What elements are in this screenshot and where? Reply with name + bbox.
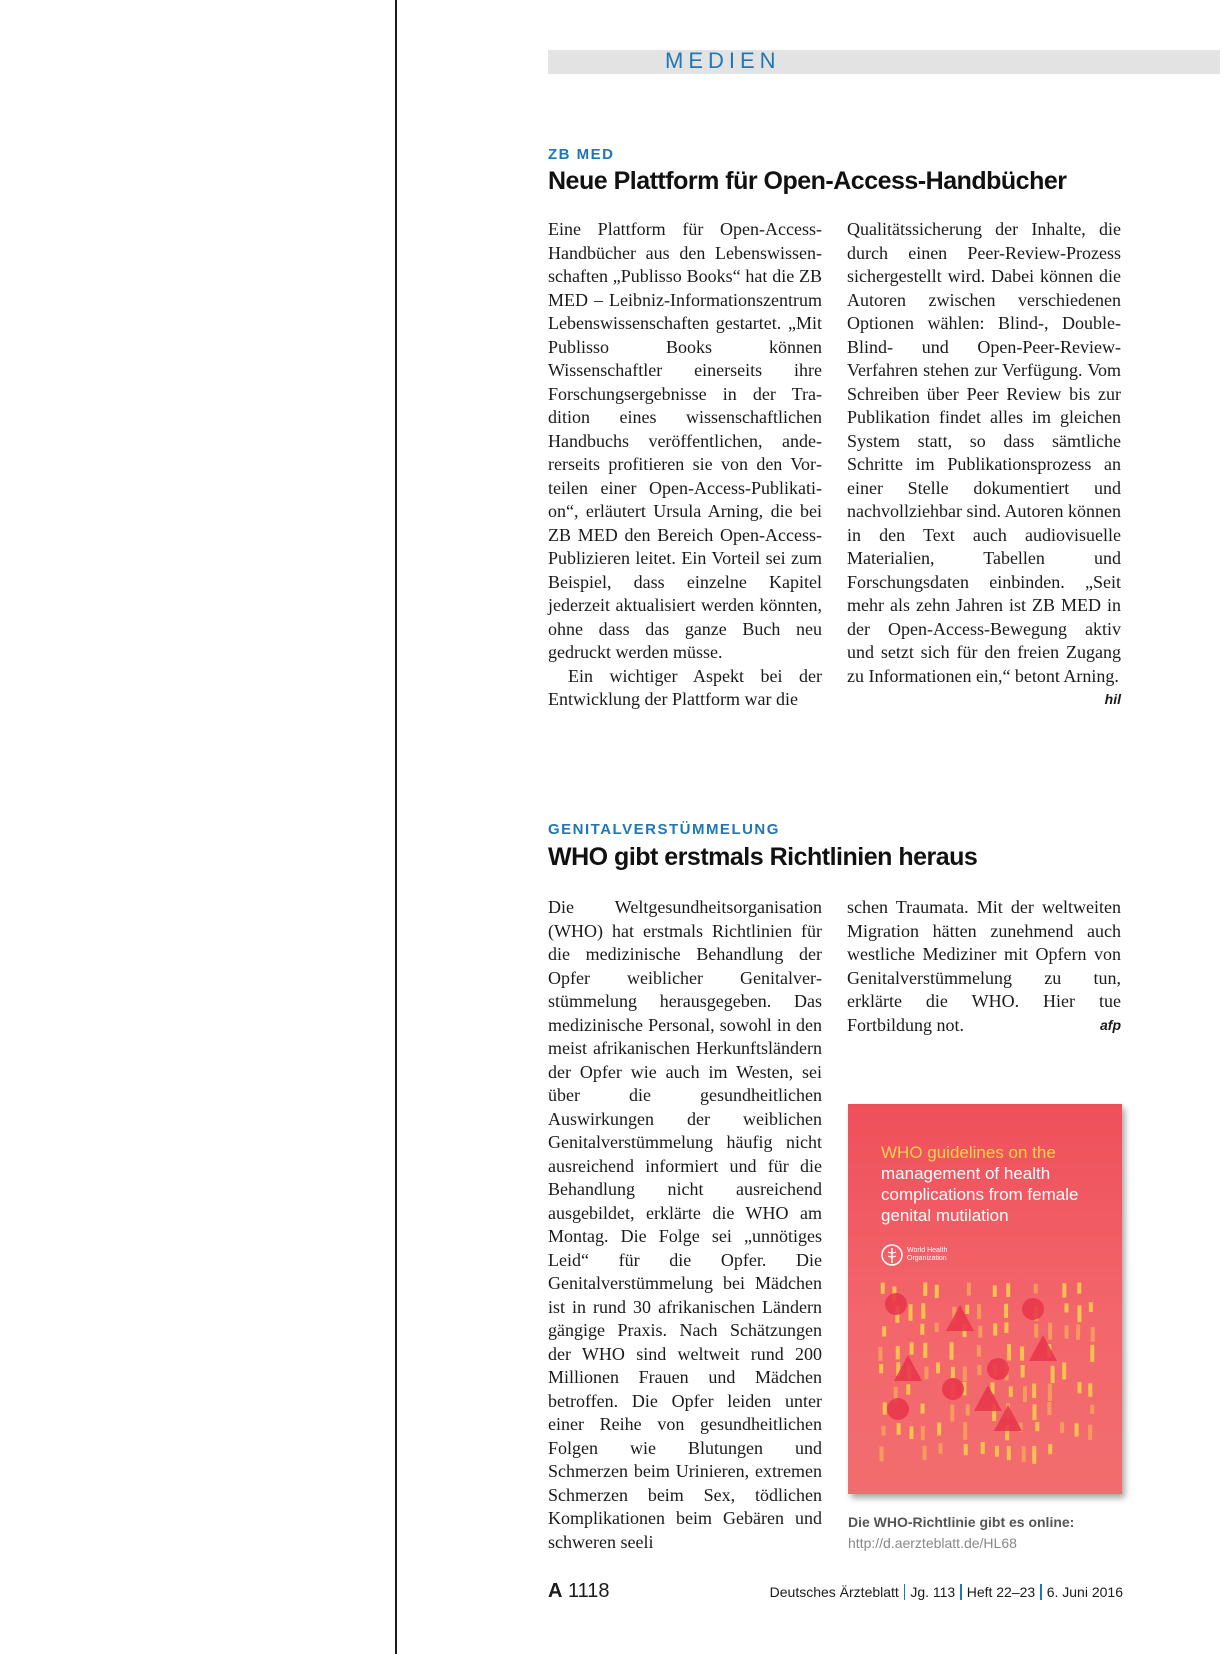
- pattern-bar: [1077, 1305, 1081, 1322]
- pattern-figure: [885, 1293, 907, 1315]
- pattern-bar: [906, 1384, 910, 1394]
- pattern-bar: [923, 1446, 927, 1460]
- pattern-bar: [950, 1405, 954, 1422]
- pattern-bar: [963, 1367, 967, 1382]
- cover-title-rest: management of health complications from female genital mutilation: [881, 1164, 1079, 1225]
- pattern-bar: [1048, 1383, 1052, 1401]
- footer-separator: [904, 1584, 906, 1600]
- pattern-bar: [1064, 1303, 1068, 1312]
- pattern-bar: [921, 1404, 925, 1414]
- page-number-value: 1118: [568, 1580, 610, 1602]
- article2-column-2: [847, 896, 1121, 1037]
- pattern-bar: [993, 1323, 997, 1335]
- pattern-bar: [937, 1422, 941, 1435]
- pattern-bar: [964, 1444, 968, 1455]
- pattern-bar: [923, 1343, 927, 1358]
- pattern-bar: [920, 1324, 924, 1335]
- pattern-bar: [1047, 1402, 1051, 1415]
- pattern-bar: [1091, 1327, 1095, 1342]
- pattern-bar: [1007, 1446, 1011, 1460]
- caption-link[interactable]: http://d.aerzteblatt.de/HL68: [848, 1535, 1017, 1551]
- pattern-figure: [987, 1358, 1009, 1380]
- article2-headline: WHO gibt erstmals Richtlinien heraus: [548, 843, 978, 871]
- pattern-bar: [977, 1304, 981, 1319]
- article1-column-1: [548, 218, 822, 712]
- who-logo-text: World Health Organization: [907, 1247, 948, 1262]
- section-bar: [548, 50, 1220, 74]
- pattern-figure: [1029, 1335, 1057, 1361]
- pattern-bar: [981, 1442, 985, 1454]
- footer-separator: [1040, 1584, 1042, 1600]
- pattern-bar: [966, 1404, 970, 1415]
- pattern-figure: [942, 1378, 964, 1400]
- pattern-bar: [921, 1426, 925, 1440]
- journal-volume: Jg. 113: [910, 1584, 956, 1600]
- page-prefix: A: [548, 1580, 563, 1602]
- pattern-bar: [1076, 1324, 1080, 1339]
- article1-paragraph-1: Eine Plattform für Open-Access-Handbücher aus den Lebenswissenschaften „Publisso Books“ hat die ZB MED – Leibniz-Informationszentrum Lebenswissenschaften gestartet. „Mit Publisso Books können Wissenschaftler einerseits ihre Forschungsergebnisse in der Tradition eines wissenschaftlichen Handbuchs veröffentlichen, andererseits profitieren sie von den Vorteilen einer Open-Access-Publikation“, erläutert Ursula Arning, die bei ZB MED den Bereich Open-Access-Publizieren leitet. Ein Vorteil sei zum Beispiel, dass einzelne Kapitel jederzeit aktualisiert werden könnten, ohne dass das ganze Buch neu gedruckt werden müsse.: [548, 219, 822, 662]
- pattern-bar: [1004, 1322, 1008, 1333]
- pattern-bar: [910, 1342, 914, 1354]
- journal-name: Deutsches Ärzteblatt: [769, 1584, 899, 1600]
- page-footer: [548, 1580, 1123, 1606]
- pattern-bar: [967, 1283, 971, 1296]
- article2-paragraph-1: Die Weltgesundheitsorganisation (WHO) hat erstmals Richtlinien für die medizinische Behandlung der Opfer weiblicher Genitalverstümmelung herausgegeben. Das medizinische Personal, sowohl in den meist afrikanischen Herkunftsländern der Opfer wie auch im Westen, sei über die gesundheitlichen Auswirkungen der weiblichen Genitalverstümmelung häufig nicht ausreichend informiert und für die Behandlung nicht ausreichend ausgebildet, erklärte die WHO am Montag. Die Folge sei „unnötiges Leid“ für die Opfer. Die Genitalverstümmelung bei Mädchen ist in rund 30 afrikanischen Ländern gängige Praxis. Nach Schätzungen der WHO sind weltweit rund 200 Millionen Frauen und Mädchen betroffen. Die Opfer leiden unter einer Reihe von gesundheitlichen Folgen wie Blutungen und Schmerzen beim Urinieren, extremen Schmerzen beim Sex, tödlichen Komplikationen beim Gebären und schweren seeli: [548, 897, 822, 1552]
- pattern-bar: [1021, 1365, 1025, 1377]
- pattern-bar: [921, 1303, 925, 1319]
- footer-separator: [960, 1584, 962, 1600]
- pattern-bar: [880, 1446, 884, 1461]
- pattern-bar: [1034, 1284, 1038, 1294]
- pattern-bar: [1051, 1366, 1055, 1383]
- pattern-bar: [1033, 1404, 1037, 1420]
- article2-signature: afp: [1100, 1016, 1121, 1033]
- pattern-bar: [896, 1346, 900, 1360]
- margin-rule: [395, 0, 397, 1654]
- who-logo: [881, 1244, 957, 1266]
- pattern-bar: [1088, 1425, 1092, 1440]
- article2-column-2-text: schen Traumata. Mit der weltweiten Migration hätten zunehmend auch westliche Mediziner mit Opfern von Genitalverstümmelung zu tun, erklärte die WHO. Hier tue Fortbildung not.: [847, 897, 1121, 1035]
- article1-kicker: ZB MED: [548, 146, 615, 163]
- pattern-bar: [1062, 1362, 1066, 1379]
- pattern-bar: [951, 1367, 955, 1378]
- pattern-bar: [993, 1285, 997, 1297]
- pattern-figure: [887, 1398, 909, 1420]
- cover-title: [881, 1142, 1111, 1226]
- section-label: MEDIEN: [665, 48, 781, 73]
- pattern-bar: [924, 1367, 928, 1379]
- journal-info: [770, 1584, 1123, 1600]
- journal-date: 6. Juni 2016: [1046, 1584, 1123, 1600]
- pattern-bar: [977, 1365, 981, 1375]
- pattern-bar: [1090, 1345, 1094, 1362]
- article1-headline: Neue Plattform für Open-Access-Handbücher: [548, 167, 1067, 195]
- article1-signature: hil: [1104, 691, 1121, 707]
- pattern-bar: [1004, 1304, 1008, 1318]
- who-emblem-icon: [881, 1244, 903, 1266]
- pattern-bar: [978, 1326, 982, 1338]
- pattern-bar: [878, 1347, 882, 1361]
- pattern-bar: [1023, 1386, 1027, 1402]
- cover-caption: [848, 1512, 1148, 1554]
- pattern-bar: [908, 1304, 912, 1321]
- pattern-bar: [995, 1446, 999, 1457]
- pattern-bar: [1022, 1446, 1026, 1462]
- pattern-bar: [1088, 1383, 1092, 1396]
- pattern-bar: [1032, 1446, 1036, 1464]
- pattern-bar: [1065, 1325, 1069, 1338]
- pattern-bar: [881, 1283, 885, 1294]
- pattern-bar: [935, 1285, 939, 1298]
- journal-issue: Heft 22–23: [966, 1584, 1036, 1600]
- pattern-bar: [977, 1345, 981, 1356]
- pattern-bar: [1009, 1386, 1013, 1397]
- pattern-bar: [1034, 1324, 1038, 1338]
- pattern-bar: [1075, 1423, 1079, 1436]
- pattern-figure: [1022, 1298, 1044, 1320]
- pattern-bar: [1035, 1422, 1039, 1431]
- pattern-bar: [883, 1402, 887, 1414]
- pattern-bar: [965, 1305, 969, 1314]
- pattern-bar: [1089, 1302, 1093, 1312]
- article2-kicker: GENITALVERSTÜMMELUNG: [548, 821, 780, 838]
- pattern-bar: [1020, 1346, 1024, 1360]
- pattern-bar: [1078, 1382, 1082, 1393]
- pattern-bar: [897, 1423, 901, 1435]
- pattern-bar: [1048, 1323, 1052, 1340]
- pattern-bar: [1062, 1283, 1066, 1297]
- article1-paragraph-2: Ein wichtiger Aspekt bei der Entwicklung der Plattform war die: [548, 665, 822, 709]
- pattern-bar: [935, 1323, 939, 1332]
- pattern-figure: [946, 1305, 974, 1331]
- pattern-bar: [1090, 1405, 1094, 1414]
- who-guidelines-cover: [848, 1104, 1122, 1494]
- pattern-bar: [879, 1364, 883, 1373]
- article2-column-1: [548, 896, 822, 1554]
- pattern-bar: [938, 1443, 942, 1454]
- cover-title-line-1: WHO guidelines on the: [881, 1143, 1056, 1162]
- pattern-bar: [1077, 1283, 1081, 1294]
- pattern-bar: [882, 1426, 886, 1436]
- pattern-bar: [1032, 1384, 1036, 1399]
- pattern-bar: [1060, 1422, 1064, 1433]
- pattern-bar: [1006, 1283, 1010, 1297]
- pattern-bar: [1048, 1444, 1052, 1454]
- pattern-bar: [1007, 1344, 1011, 1360]
- pattern-bar: [936, 1362, 940, 1373]
- pattern-bar: [950, 1342, 954, 1360]
- page-number: [548, 1580, 610, 1603]
- pattern-bar: [923, 1282, 927, 1295]
- pattern-bar: [909, 1426, 913, 1439]
- pattern-figure: [974, 1385, 1002, 1411]
- article1-column-2: [847, 218, 1121, 712]
- caption-title: Die WHO-Richtlinie gibt es online:: [848, 1514, 1075, 1530]
- article1-column-2-text: Qualitätssicherung der Inhalte, die durch einen Peer-Review-Prozess sichergestellt wird. Dabei können die Autoren zwischen verschiedenen Optionen wählen: Blind-, Double-Blind- und Open-Peer-Review-Verfahren stehen zur Verfügung. Vom Schreiben über Peer Review bis zur Publikation findet alles im gleichen System statt, so dass sämtliche Schritte im Publikationsprozess an einer Stelle dokumentiert und nachvollziehbar sind. Autoren können in den Text auch audiovisuelle Materialien, Tabellen und Forschungsdaten einbinden. „Seit mehr als zehn Jahren ist ZB MED in der Open-Access-Bewegung aktiv und setzt sich für den freien Zugang zu Informationen ein,“ betont Arning.: [847, 219, 1121, 686]
- pattern-bar: [963, 1422, 967, 1440]
- pattern-bar: [882, 1326, 886, 1336]
